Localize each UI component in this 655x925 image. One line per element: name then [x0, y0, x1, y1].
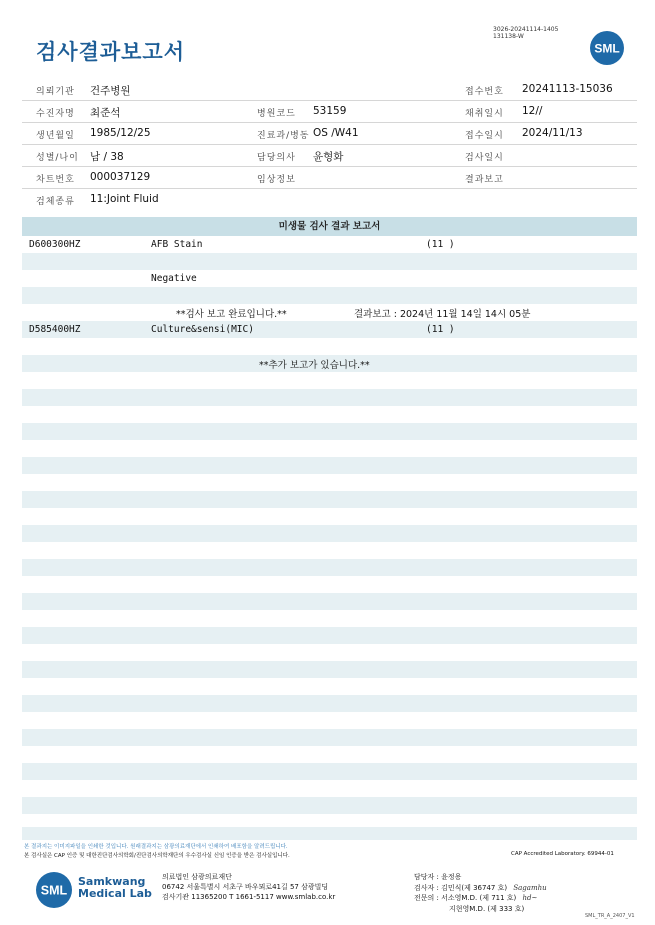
department-value: OS /W41	[313, 127, 359, 139]
staff-tester-name: 검사자 : 김민식(제 36747 호)	[414, 883, 508, 892]
receipt-number-value: 20241113-15036	[522, 83, 613, 95]
result-band	[22, 627, 637, 644]
test-result: Negative	[151, 273, 197, 284]
lab-name-line1: Samkwang	[78, 875, 146, 888]
doctor-label: 담당의사	[257, 153, 296, 163]
lab-address	[162, 872, 335, 902]
lab-foundation-name: 의료법인 삼광의료재단	[162, 873, 232, 881]
page-title: 검사결과보고서	[36, 40, 186, 64]
sml-footer-logo	[34, 870, 74, 910]
receipt-date-value: 2024/11/13	[522, 127, 583, 139]
info-row	[22, 123, 637, 145]
tester-signature: Sagamhu	[513, 883, 547, 892]
receipt-number-label: 접수번호	[465, 87, 504, 97]
test-date-label: 검사일시	[465, 153, 504, 163]
info-row	[22, 145, 637, 167]
staff-specialist-name: 전문의 : 서소영M.D. (제 711 호)	[414, 894, 517, 902]
result-band	[22, 423, 637, 440]
info-row	[22, 189, 637, 210]
specialist-signature: hd~	[522, 894, 538, 902]
staff-list	[414, 872, 547, 914]
result-band	[22, 525, 637, 542]
test-name: AFB Stain	[151, 239, 203, 250]
test-code: D585400HZ	[29, 324, 81, 335]
result-band	[22, 491, 637, 508]
specimen-type-label: 검체종류	[36, 197, 75, 207]
report-timestamp: 결과보고 : 2024년 11월 14일 14시 05분	[354, 309, 531, 320]
clinical-info-label: 임상정보	[257, 175, 296, 185]
result-band	[22, 729, 637, 746]
lab-name	[78, 876, 152, 900]
lab-street-address: 06742 서울특별시 서초구 바우뫼로41길 57 삼광빌딩	[162, 883, 329, 891]
document-id-line1: 3026-20241114-1405	[493, 26, 559, 33]
doctor-value: 윤형화	[313, 151, 344, 163]
requesting-institution-label: 의뢰기관	[36, 87, 75, 97]
info-row	[22, 101, 637, 123]
lab-contact: 검사기관 11365200 T 1661-5117 www.smlab.co.kr	[162, 893, 336, 901]
chart-number-value: 000037129	[90, 171, 151, 183]
test-code: D600300HZ	[29, 239, 81, 250]
patient-name-label: 수진자명	[36, 109, 75, 119]
sex-age-label: 성별/나이	[36, 153, 79, 163]
sml-footer-logo-text: SML	[40, 883, 68, 898]
requesting-institution-value: 건주병원	[90, 85, 131, 97]
lab-name-line2: Medical Lab	[78, 887, 152, 900]
section-header: 미생물 검사 결과 보고서	[22, 217, 637, 236]
pending-report-message: **추가 보고가 있습니다.**	[259, 360, 370, 371]
document-id	[493, 26, 558, 40]
patient-info-table	[22, 79, 637, 210]
staff-specialist-2: 지현영M.D. (제 333 호)	[449, 904, 525, 913]
report-complete-message: **검사 보고 완료입니다.**	[176, 309, 287, 320]
hospital-code-value: 53159	[313, 105, 347, 117]
result-band	[22, 827, 637, 840]
specimen-code: (11 )	[426, 239, 455, 250]
patient-name-value: 최준석	[90, 107, 121, 119]
birth-date-value: 1985/12/25	[90, 127, 151, 139]
result-band	[22, 559, 637, 576]
result-band	[22, 695, 637, 712]
specimen-type-value: 11:Joint Fluid	[90, 193, 159, 205]
result-band	[22, 593, 637, 610]
result-report-label: 결과보고	[465, 175, 504, 185]
result-band	[22, 763, 637, 780]
info-row	[22, 167, 637, 189]
result-band	[22, 287, 637, 304]
specimen-code: (11 )	[426, 324, 455, 335]
result-band	[22, 797, 637, 814]
sex-age-value: 남 / 38	[90, 151, 124, 163]
birth-date-label: 생년월일	[36, 131, 75, 141]
result-band	[22, 457, 637, 474]
department-label: 진료과/병동	[257, 131, 310, 141]
receipt-date-label: 접수일시	[465, 131, 504, 141]
chart-number-label: 차트번호	[36, 175, 75, 185]
collection-date-label: 채취일시	[465, 109, 504, 119]
image-print-notice: 본 결과지는 이미지파일을 인쇄한 것입니다. 원래결과지는 삼광의료재단에서 인쇄하여 배포함을 알려드립니다.	[24, 844, 288, 850]
info-row	[22, 79, 637, 101]
hospital-code-label: 병원코드	[257, 109, 296, 119]
result-band	[22, 321, 637, 338]
cap-accreditation: CAP Accredited Laboratory. 69944-01	[511, 851, 614, 857]
result-band	[22, 389, 637, 406]
sml-logo-text: SML	[594, 41, 620, 56]
result-band	[22, 661, 637, 678]
staff-in-charge: 담당자 : 윤정용	[414, 873, 462, 881]
staff-specialist	[414, 893, 547, 904]
staff-tester	[414, 883, 547, 894]
form-code: SML_TR_A_2407_V1	[585, 913, 635, 919]
certification-statement: 본 검사실은 CAP 인증 및 대한진단검사의학회/진단검사의학재단의 우수검사실 신임 인증을 받은 검사실입니다.	[24, 853, 290, 859]
test-name: Culture&sensi(MIC)	[151, 324, 254, 335]
document-id-line2: 131138-W	[493, 33, 524, 40]
collection-date-value: 12//	[522, 105, 543, 117]
result-band	[22, 253, 637, 270]
sml-logo	[589, 30, 625, 66]
